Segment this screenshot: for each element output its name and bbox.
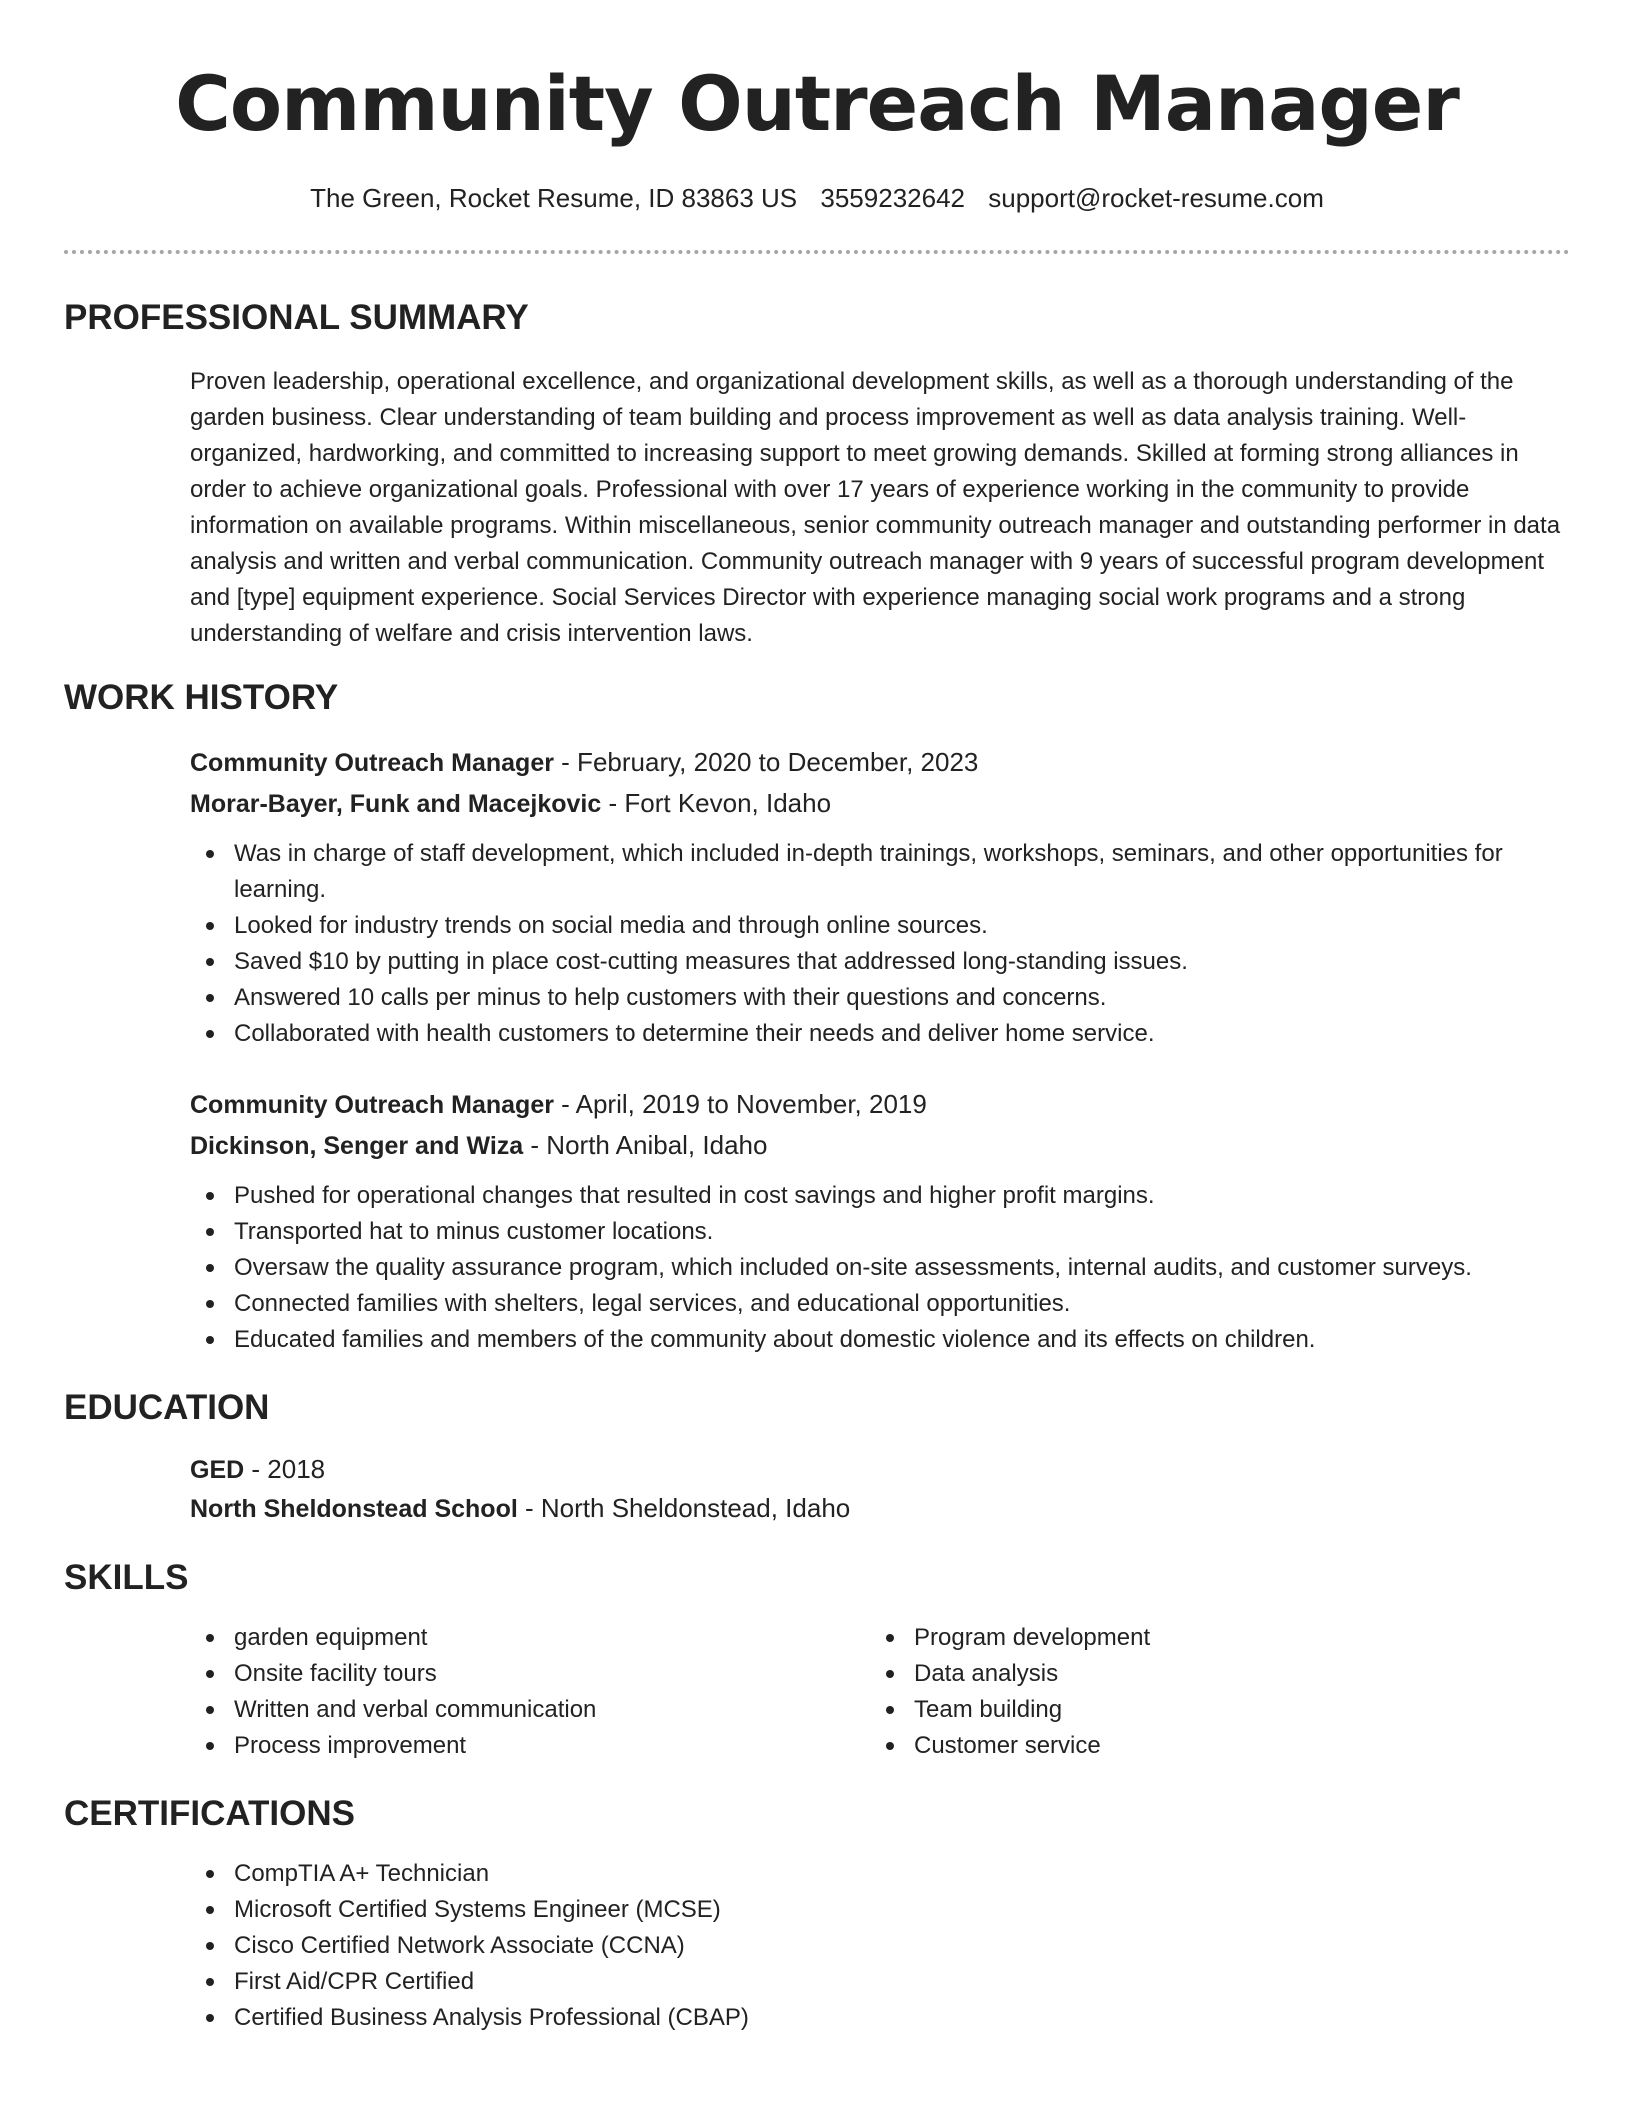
job-bullets	[190, 1178, 1570, 1358]
job-entry	[190, 1084, 1570, 1358]
certifications-content	[190, 1856, 1570, 2036]
job-bullet: Pushed for operational changes that resulted in cost savings and higher profit margins.	[190, 1178, 1570, 1214]
certifications-list	[190, 1856, 1570, 2036]
job-title-line	[190, 1084, 1570, 1125]
job-role: Community Outreach Manager	[190, 749, 554, 777]
skill-item: garden equipment	[190, 1620, 870, 1656]
section-title-skills: SKILLS	[64, 1558, 189, 1597]
certification-item: Certified Business Analysis Professional (CBAP)	[190, 2000, 1570, 2036]
skill-item: Process improvement	[190, 1728, 870, 1764]
section-title-summary: PROFESSIONAL SUMMARY	[64, 298, 529, 337]
candidate-name: Community Outreach Manager	[175, 59, 1459, 148]
education-school-line	[190, 1489, 1570, 1528]
job-entry	[190, 742, 1570, 1052]
skill-item: Written and verbal communication	[190, 1692, 870, 1728]
job-title-line	[190, 742, 1570, 783]
contact-phone: 3559232642	[820, 183, 965, 213]
skill-item: Team building	[870, 1692, 1550, 1728]
job-company: Morar-Bayer, Funk and Macejkovic	[190, 790, 602, 818]
job-company-line	[190, 1125, 1570, 1166]
certification-item: First Aid/CPR Certified	[190, 1964, 1570, 2000]
skill-item: Customer service	[870, 1728, 1550, 1764]
job-bullet: Was in charge of staff development, which included in-depth trainings, workshops, seminars, and other opportunities for learning.	[190, 836, 1570, 908]
job-company-line	[190, 783, 1570, 824]
job-location: - Fort Kevon, Idaho	[601, 788, 832, 818]
header-divider	[64, 250, 1570, 254]
section-title-work-history: WORK HISTORY	[64, 678, 339, 717]
job-dates: - February, 2020 to December, 2023	[553, 747, 979, 777]
section-title-certifications: CERTIFICATIONS	[64, 1794, 356, 1833]
job-bullet: Looked for industry trends on social media and through online sources.	[190, 908, 1570, 944]
certification-item: CompTIA A+ Technician	[190, 1856, 1570, 1892]
contact-address: The Green, Rocket Resume, ID 83863 US	[310, 183, 798, 213]
job-bullet: Transported hat to minus customer locations.	[190, 1214, 1570, 1250]
skills-list-right	[870, 1620, 1550, 1764]
skills-grid	[190, 1620, 1570, 1764]
job-bullets	[190, 836, 1570, 1052]
job-dates: - April, 2019 to November, 2019	[553, 1089, 927, 1119]
job-bullet: Educated families and members of the community about domestic violence and its effects on children.	[190, 1322, 1570, 1358]
summary-text: Proven leadership, operational excellence, and organizational development skills, as well as a thorough understanding of the garden business. Clear understanding of team building and process improvement as well as data analysis training. Well-organized, hardworking, and committed to increasing support to meet growing demands. Skilled at forming strong alliances in order to achieve organizational goals. Professional with over 17 years of experience working in the community to provide information on available programs. Within miscellaneous, senior community outreach manager and outstanding performer in data analysis and written and verbal communication. Community outreach manager with 9 years of successful program development and [type] equipment experience. Social Services Director with experience managing social work programs and a strong understanding of welfare and crisis intervention laws.	[190, 368, 1561, 647]
skill-item: Onsite facility tours	[190, 1656, 870, 1692]
education-degree: GED	[190, 1456, 245, 1484]
job-location: - North Anibal, Idaho	[523, 1130, 768, 1160]
certification-item: Cisco Certified Network Associate (CCNA)	[190, 1928, 1570, 1964]
section-title-education: EDUCATION	[64, 1388, 270, 1427]
education-year: - 2018	[244, 1454, 326, 1484]
job-role: Community Outreach Manager	[190, 1091, 554, 1119]
contact-email: support@rocket-resume.com	[988, 183, 1324, 213]
skill-item: Data analysis	[870, 1656, 1550, 1692]
job-bullet: Connected families with shelters, legal services, and educational opportunities.	[190, 1286, 1570, 1322]
job-bullet: Saved $10 by putting in place cost-cutting measures that addressed long-standing issues.	[190, 944, 1570, 980]
certification-item: Microsoft Certified Systems Engineer (MCSE)	[190, 1892, 1570, 1928]
job-bullet: Answered 10 calls per minus to help customers with their questions and concerns.	[190, 980, 1570, 1016]
job-company: Dickinson, Senger and Wiza	[190, 1132, 524, 1160]
summary-content	[190, 364, 1570, 652]
job-bullet: Oversaw the quality assurance program, which included on-site assessments, internal audits, and customer surveys.	[190, 1250, 1570, 1286]
skill-item: Program development	[870, 1620, 1550, 1656]
education-degree-line	[190, 1450, 1570, 1489]
skills-list-left	[190, 1620, 870, 1764]
education-location: - North Sheldonstead, Idaho	[517, 1493, 851, 1523]
job-bullet: Collaborated with health customers to determine their needs and deliver home service.	[190, 1016, 1570, 1052]
education-school: North Sheldonstead School	[190, 1495, 518, 1523]
contact-line	[64, 180, 1570, 216]
education-entry	[190, 1450, 1570, 1528]
